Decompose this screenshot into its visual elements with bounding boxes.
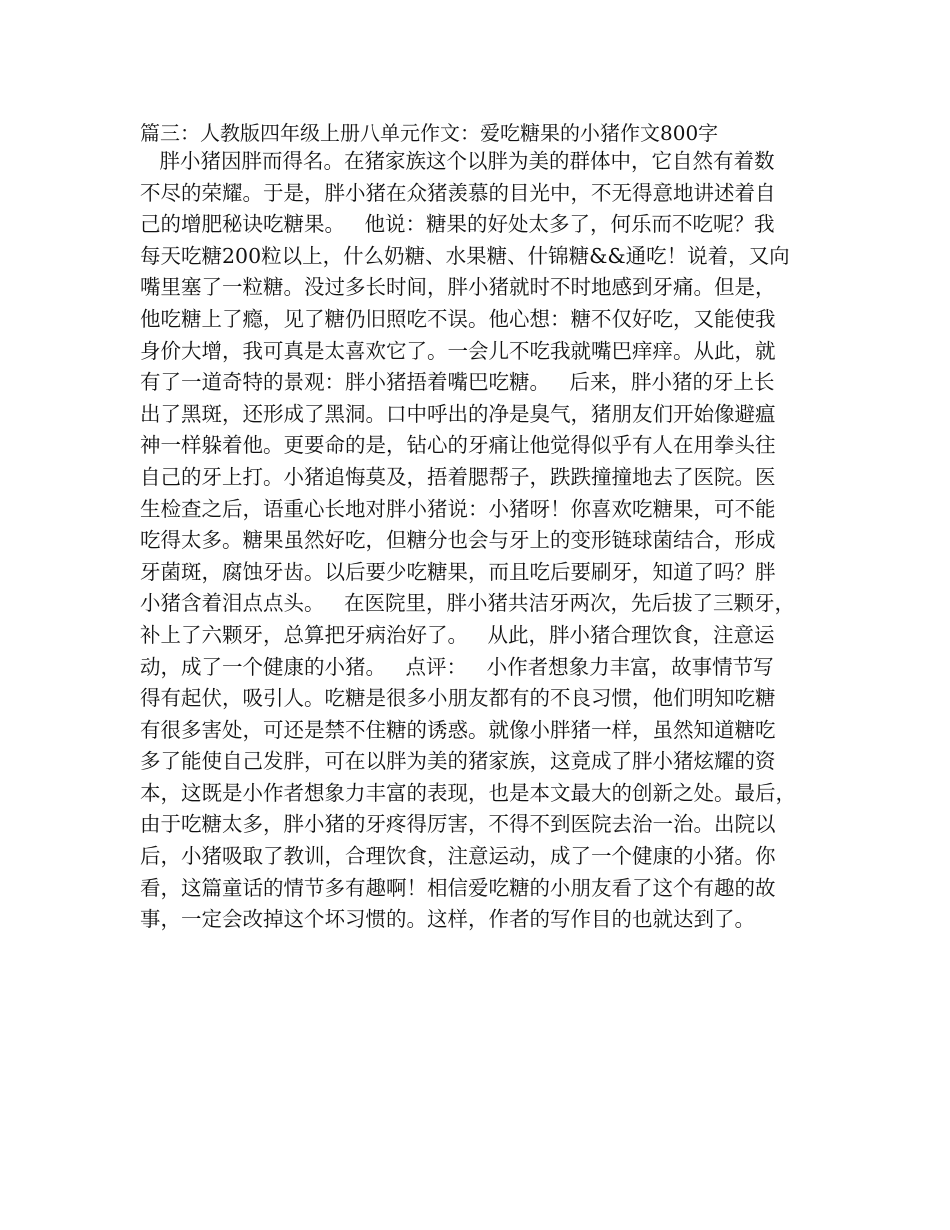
body-line: 胖小猪因胖而得名。在猪家族这个以胖为美的群体中，它自然有着数 [140, 149, 775, 173]
body-line: 后，小猪吸取了教训，合理饮食，注意运动，成了一个健康的小猪。你 [140, 844, 776, 869]
body-line: 生检查之后，语重心长地对胖小猪说：小猪呀！你喜欢吃糖果，可不能 [140, 496, 776, 521]
body-line: 由于吃糖太多，胖小猪的牙疼得厉害，不得不到医院去治一治。出院以 [140, 812, 776, 837]
body-line: 身价大增，我可真是太喜欢它了。一会儿不吃我就嘴巴痒痒。从此，就 [140, 338, 776, 363]
body-line: 己的增肥秘诀吃糖果。 他说：糖果的好处太多了，何乐而不吃呢？我 [140, 212, 775, 237]
body-line: 牙菌斑，腐蚀牙齿。以后要少吃糖果，而且吃后要刷牙，知道了吗？胖 [140, 559, 776, 584]
body-line: 得有起伏，吸引人。吃糖是很多小朋友都有的不良习惯，他们明知吃糖 [140, 686, 776, 711]
document-title: 篇三：人教版四年级上册八单元作文：爱吃糖果的小猪作文800字 [140, 121, 719, 145]
body-line: 事，一定会改掉这个坏习惯的。这样，作者的写作目的也就达到了。 [140, 907, 755, 932]
body-line: 出了黑斑，还形成了黑洞。口中呼出的净是臭气，猪朋友们开始像避瘟 [140, 401, 776, 426]
body-line: 神一样躲着他。更要命的是，钻心的牙痛让他觉得似乎有人在用拳头往 [140, 433, 776, 458]
body-line: 嘴里塞了一粒糖。没过多长时间，胖小猪就时不时地感到牙痛。但是， [140, 275, 776, 300]
body-line: 每天吃糖200粒以上，什么奶糖、水果糖、什锦糖&&通吃！说着，又向 [140, 243, 790, 268]
body-line: 有了一道奇特的景观：胖小猪捂着嘴巴吃糖。 后来，胖小猪的牙上长 [140, 370, 775, 395]
body-line: 补上了六颗牙，总算把牙病治好了。 从此，胖小猪合理饮食，注意运 [140, 622, 775, 647]
body-line: 他吃糖上了瘾，见了糖仍旧照吃不误。他心想：糖不仅好吃，又能使我 [140, 306, 776, 331]
body-line: 多了能使自己发胖，可在以胖为美的猪家族，这竟成了胖小猪炫耀的资 [140, 749, 776, 774]
body-line: 小猪含着泪点点头。 在医院里，胖小猪共洁牙两次，先后拔了三颗牙， [140, 591, 796, 616]
body-line: 自己的牙上打。小猪追悔莫及，捂着腮帮子，跌跌撞撞地去了医院。医 [140, 464, 776, 489]
body-line: 看，这篇童话的情节多有趣啊！相信爱吃糖的小朋友看了这个有趣的故 [140, 875, 776, 900]
body-line: 不尽的荣耀。于是，胖小猪在众猪羡慕的目光中，不无得意地讲述着自 [140, 180, 776, 205]
document-body [140, 146, 816, 936]
body-line: 本，这既是小作者想象力丰富的表现，也是本文最大的创新之处。最后， [140, 780, 796, 805]
body-line: 有很多害处，可还是禁不住糖的诱惑。就像小胖猪一样，虽然知道糖吃 [140, 717, 776, 742]
body-line: 吃得太多。糖果虽然好吃，但糖分也会与牙上的变形链球菌结合，形成 [140, 528, 776, 553]
body-line: 动，成了一个健康的小猪。 点评： 小作者想象力丰富，故事情节写 [140, 654, 774, 679]
